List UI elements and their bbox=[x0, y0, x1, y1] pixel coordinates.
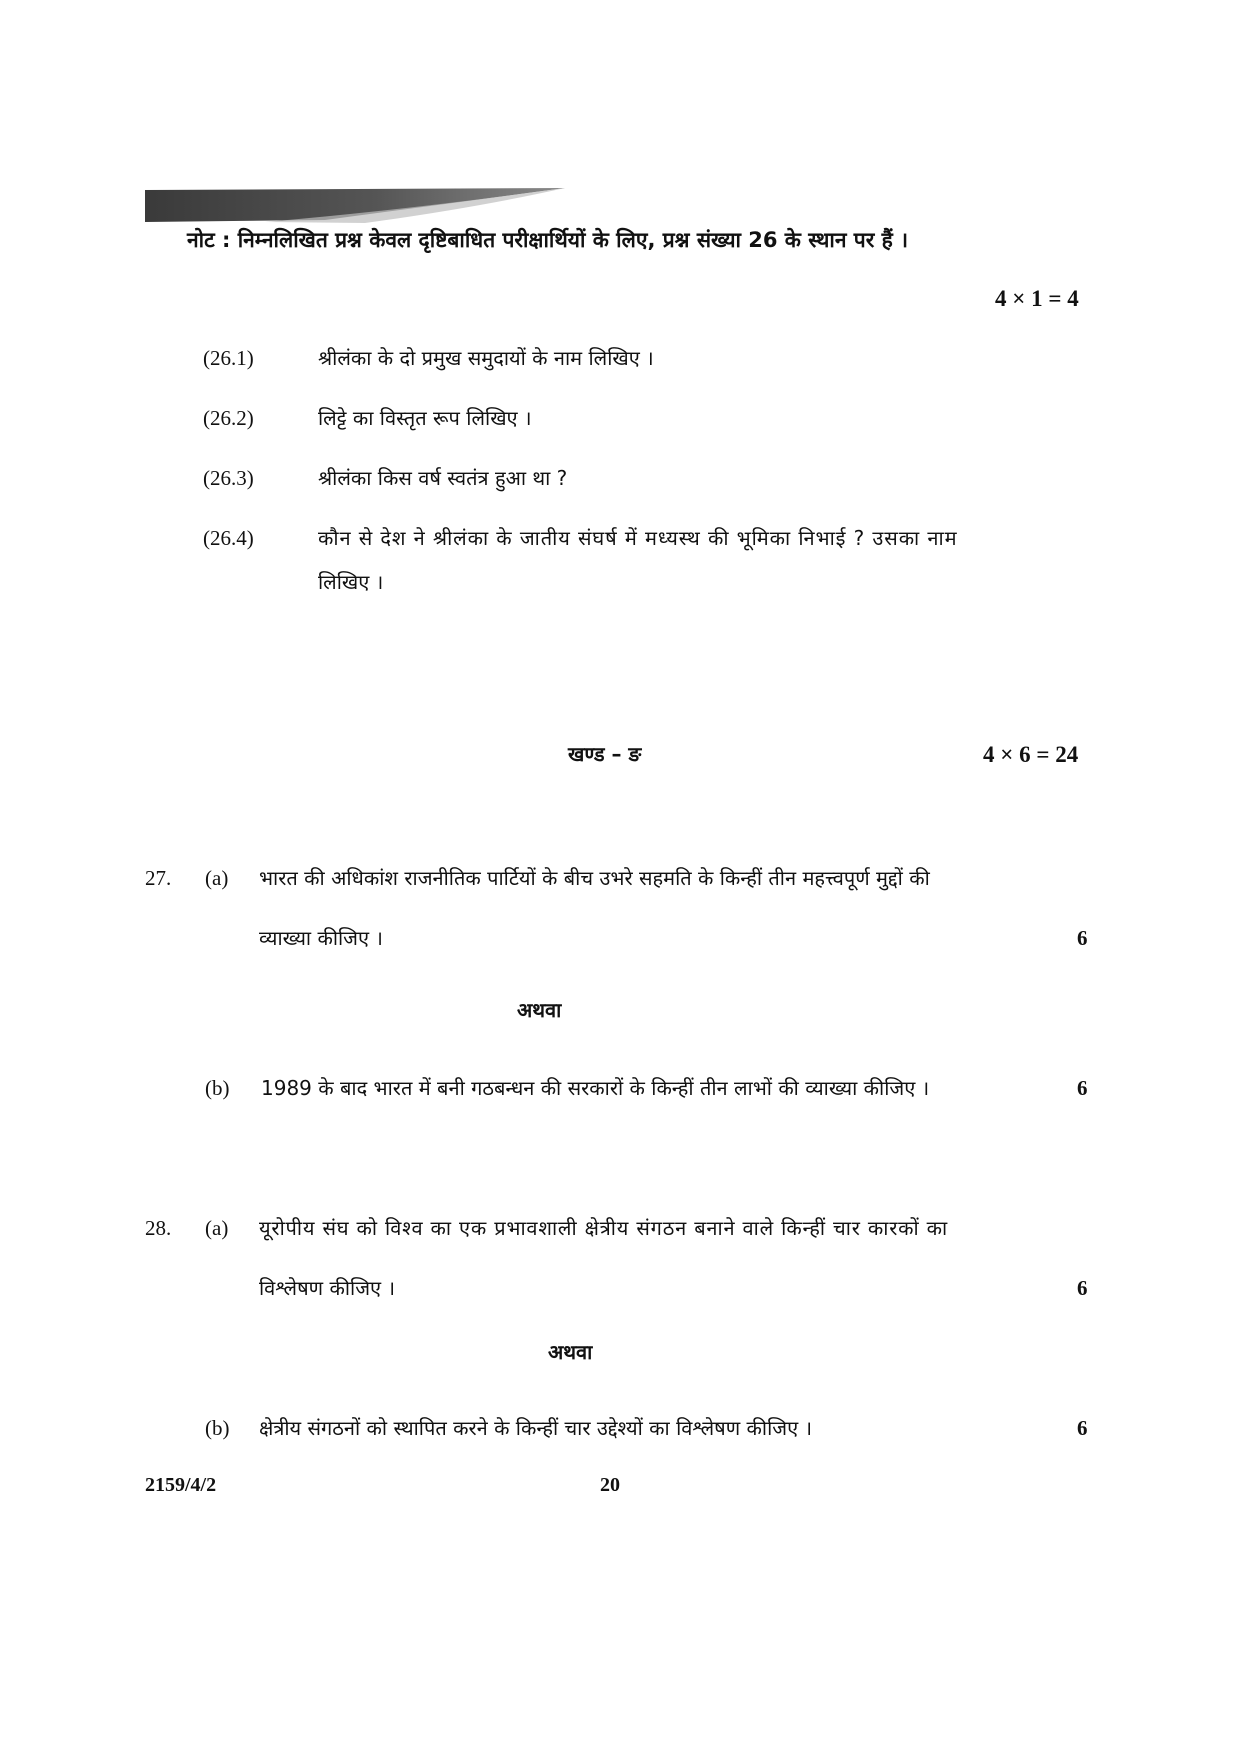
question-marks: 6 bbox=[1077, 1276, 1088, 1300]
sub-question-text: लिट्टे का विस्तृत रूप लिखिए । bbox=[318, 406, 532, 430]
question-text: 1989 के बाद भारत में बनी गठबन्धन की सरकारों के किन्हीं तीन लाभों की व्याख्या कीजिए । bbox=[261, 1076, 930, 1100]
sub-question-text: श्रीलंका के दो प्रमुख समुदायों के नाम लिखिए । bbox=[318, 346, 654, 370]
question-marks: 6 bbox=[1077, 926, 1088, 950]
question-part-label: (a) bbox=[205, 1216, 229, 1240]
or-separator: अथवा bbox=[517, 998, 562, 1022]
note-text: नोट : निम्नलिखित प्रश्न केवल दृष्टिबाधित परीक्षार्थियों के लिए, प्रश्न संख्या 26 के स्थान पर हैं । bbox=[187, 228, 909, 252]
paper-code: 2159/4/2 bbox=[145, 1474, 217, 1496]
sub-question-text: कौन से देश ने श्रीलंका के जातीय संघर्ष में मध्यस्थ की भूमिका निभाई ? उसका नाम bbox=[318, 526, 958, 550]
question-text: क्षेत्रीय संगठनों को स्थापित करने के किन्हीं चार उद्देश्यों का विश्लेषण कीजिए । bbox=[259, 1416, 813, 1440]
question-text: भारत की अधिकांश राजनीतिक पार्टियों के बीच उभरे सहमति के किन्हीं तीन महत्त्वपूर्ण मुद्दों की bbox=[259, 866, 930, 890]
sub-question-number: (26.3) bbox=[203, 466, 254, 490]
question-marks: 6 bbox=[1077, 1416, 1088, 1440]
section-title: खण्ड – ङ bbox=[568, 742, 642, 766]
question-text-continued: व्याख्या कीजिए । bbox=[259, 926, 384, 950]
sub-question-number: (26.2) bbox=[203, 406, 254, 430]
sub-question-number: (26.1) bbox=[203, 346, 254, 370]
page-number: 20 bbox=[600, 1474, 620, 1496]
header-band bbox=[145, 186, 565, 223]
sub-question-text-continued: लिखिए । bbox=[318, 570, 384, 594]
question-part-label: (a) bbox=[205, 866, 229, 890]
question-number: 28. bbox=[145, 1216, 172, 1240]
note-marks: 4 × 1 = 4 bbox=[995, 286, 1079, 311]
sub-question-number: (26.4) bbox=[203, 526, 254, 550]
question-text: यूरोपीय संघ को विश्व का एक प्रभावशाली क्षेत्रीय संगठन बनाने वाले किन्हीं चार कारकों का bbox=[259, 1216, 949, 1240]
section-marks: 4 × 6 = 24 bbox=[983, 742, 1079, 767]
question-number: 27. bbox=[145, 866, 172, 890]
question-marks: 6 bbox=[1077, 1076, 1088, 1100]
question-text-continued: विश्लेषण कीजिए । bbox=[259, 1276, 396, 1300]
question-part-label: (b) bbox=[205, 1416, 230, 1440]
or-separator: अथवा bbox=[548, 1340, 593, 1364]
question-part-label: (b) bbox=[205, 1076, 230, 1100]
sub-question-text: श्रीलंका किस वर्ष स्वतंत्र हुआ था ? bbox=[318, 466, 568, 490]
